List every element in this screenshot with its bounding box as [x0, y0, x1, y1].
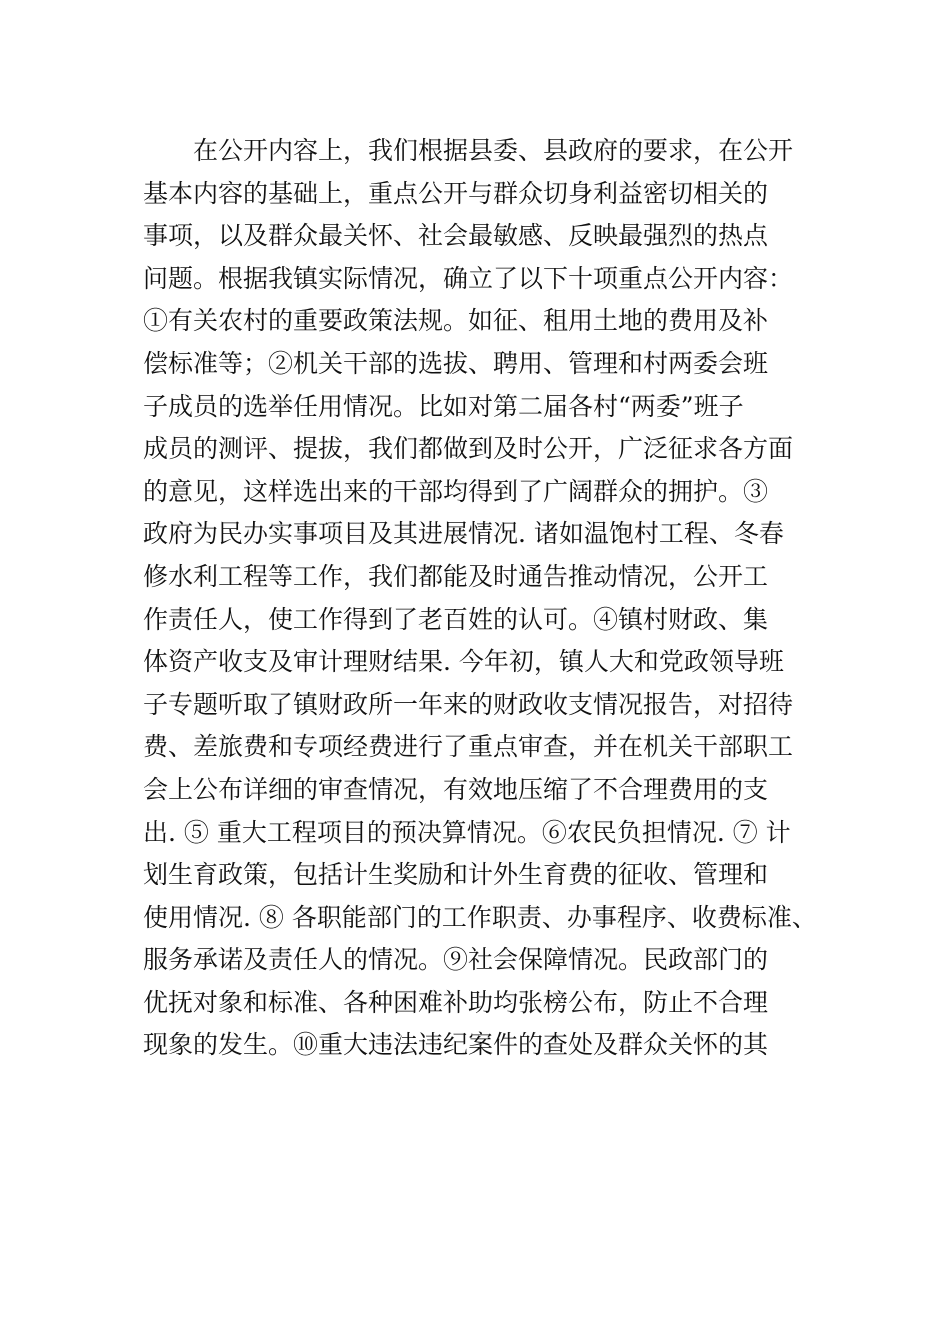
- text-line: 事项，以及群众最关怀、社会最敏感、反映最强烈的热点: [143, 221, 769, 251]
- text-line: 子专题听取了镇财政所一年来的财政收支情况报告，对招待: [143, 689, 794, 719]
- text-line: 作责任人，使工作得到了老百姓的认可。④镇村财政、集: [143, 604, 769, 634]
- text-line: 偿标准等；②机关干部的选拔、聘用、管理和村两委会班: [143, 348, 769, 378]
- text-line: 问题。根据我镇实际情况，确立了以下十项重点公开内容：: [143, 263, 794, 293]
- text-line: 现象的发生。⑩重大违法违纪案件的查处及群众关怀的其: [143, 1030, 769, 1060]
- text-line: 服务承诺及责任人的情况。⑨社会保障情况。民政部门的: [143, 945, 769, 975]
- text-line: 体资产收支及审计理财结果. 今年初，镇人大和党政领导班: [143, 647, 784, 677]
- text-line: 会上公布详细的审查情况，有效地压缩了不合理费用的支: [143, 774, 769, 804]
- text-line: 政府为民办实事项目及其进展情况. 诸如温饱村工程、冬春: [143, 519, 784, 549]
- text-line: 出. ⑤ 重大工程项目的预决算情况。⑥农民负担情况. ⑦ 计: [143, 817, 791, 847]
- body-paragraph: [143, 130, 823, 1067]
- text-line: 划生育政策，包括计生奖励和计外生育费的征收、管理和: [143, 860, 769, 890]
- text-line: 费、差旅费和专项经费进行了重点审查，并在机关干部职工: [143, 732, 794, 762]
- text-line: 子成员的选举任用情况。比如对第二届各村“两委”班子: [143, 391, 744, 421]
- text-line: 基本内容的基础上，重点公开与群众切身利益密切相关的: [143, 178, 769, 208]
- text-line: 成员的测评、提拔，我们都做到及时公开，广泛征求各方面: [143, 434, 794, 464]
- text-line: 使用情况. ⑧ 各职能部门的工作职责、办事程序、收费标准、: [143, 902, 817, 932]
- text-line: 修水利工程等工作，我们都能及时通告推动情况，公开工: [143, 561, 769, 591]
- text-line: ①有关农村的重要政策法规。如征、租用土地的费用及补: [143, 306, 769, 336]
- text-line: 优抚对象和标准、各种困难补助均张榜公布，防止不合理: [143, 987, 769, 1017]
- text-line: 的意见，这样选出来的干部均得到了广阔群众的拥护。③: [143, 476, 769, 506]
- text-line: 在公开内容上，我们根据县委、县政府的要求，在公开: [143, 136, 794, 165]
